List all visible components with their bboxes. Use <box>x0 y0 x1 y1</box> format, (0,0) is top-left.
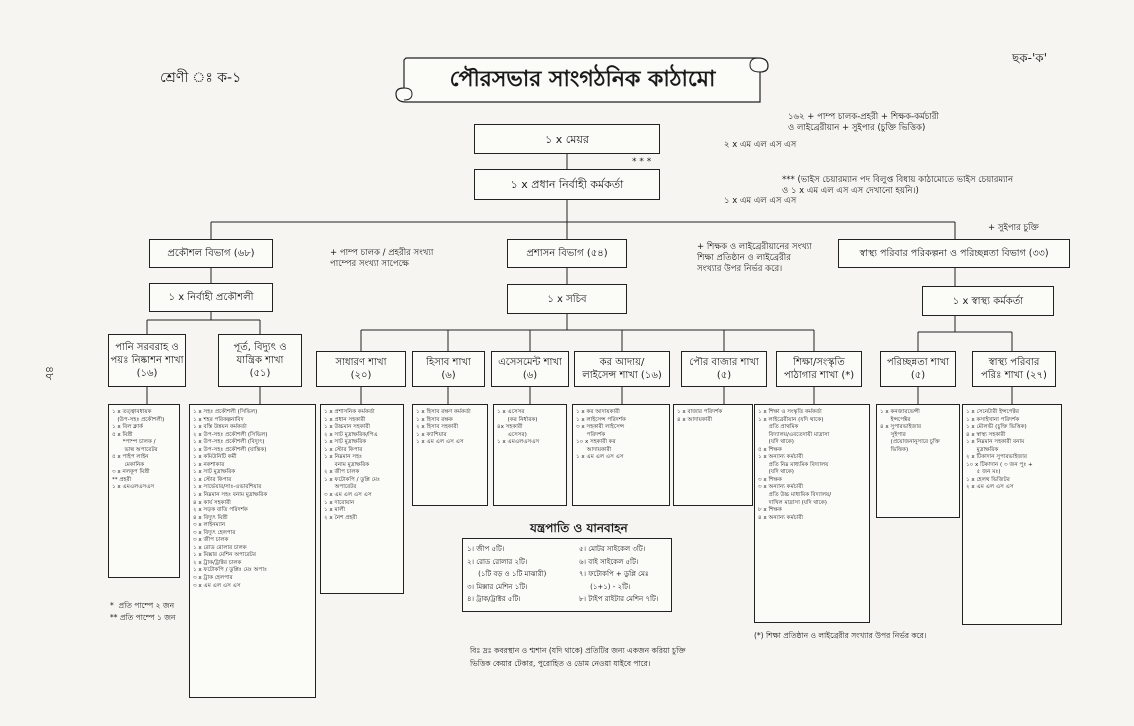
footnote-pump: * প্রতি পাম্পে ২ জন <box>110 601 175 610</box>
vehicles-box <box>462 538 672 612</box>
note-mlss-mayor: ২ x এম এল এস এস <box>724 140 797 150</box>
list-family-health: ১ x সেনেটারী ইন্সপেক্টর ১ x কসাইখানা পরিদর্শক ১ x মৌলভী (চুক্তি ভিত্তিক) ৪ x স্বাস্থ্য সহকারী ১ x নিম্নমান সহকারী বনাম মুদ্রাক্ষরিক ২ x টিকাদান সুপারভাইজার ১০ x টিকাদান ( ৩ জন পুঃ + ৫ জন মঃ) ১ x হেলথ ভিজিটর ২ x এম এল এস এস <box>962 404 1062 625</box>
asterisks: * * * <box>632 157 652 167</box>
ceo-box: ১ x প্রধান নির্বাহী কর্মকর্তা <box>474 169 660 200</box>
note-pump: ১৬২ + পাম্প চালক-প্রহরী + শিক্ষক-কর্মচারী ও লাইব্রেরীয়ান + সুইপার (চুক্তি ভিত্তিক) <box>788 112 939 133</box>
dept-health: স্বাস্থ্য পরিবার পরিকল্পনা ও পরিচ্ছন্নতা বিভাগ (৩৩) <box>838 239 1070 268</box>
list-cleaning: ১ x কনজারভেন্সী ইন্সপেক্টর ৪ x সুপারভাইজার সুইপার (প্রয়োজনানুসারে চুক্তি ভিত্তিক) <box>876 404 960 518</box>
vehicles-left: ১। জীপ ৫টি। ২। রোড রোলার ২টি। (১টি বড় ও ১টি মাঝারী) ৩। মিক্সার মেশিন ১টি। ৪। ট্রাক/ট্রাক্টর ৫টি। <box>467 545 547 603</box>
list-general: ১ x প্রশাসনিক কর্মকর্তা ১ x প্রধান সহকারী ১ x উচ্চমান সহকারী ২ x সাট মুদ্রাক্ষরিক/পিএ ১ x সাট মুদ্রাক্ষরিক ১ x স্টোর কিপার ১ x নিম্নমান সহঃ বনাম মুদ্রাক্ষরিক ২ x জীপ চালক ১ x ফটোকপি / ডুপ্লি মেঃ অপারেটর ৩ x এম এল এস এস ১ x দারোয়ান ১ x মালী ২ x নৈশ প্রহরী <box>320 404 404 594</box>
branch-family-health: স্বাস্থ্য পরিবার পরিঃ শাখা (২৭) <box>972 351 1056 387</box>
list-tax: ১ x কর আদায়কারী ১ x লাইসেন্স পরিদর্শক ৩ x সহকারী লাইসেন্স পরিদর্শক ১০ x সহকারী কর আদায়কারী ১ x এম এল এস এস <box>572 404 670 506</box>
mayor-box: ১ x মেয়র <box>474 124 660 154</box>
branch-accounts: হিসাব শাখা (৬) <box>412 351 485 387</box>
head-admin: ১ x সচিব <box>507 284 627 314</box>
branch-works: পূর্ত, বিদ্যুৎ ও যান্ত্রিক শাখা (৫১) <box>218 334 302 387</box>
list-market: ১ x বাজার পরিদর্শক ৪ x আদায়কারী <box>673 404 753 506</box>
branch-water: পানি সরবরাহ ও পয়ঃ নিষ্কাশন শাখা (১৬) <box>108 334 186 387</box>
branch-assessment: এসেসমেন্ট শাখা (৬) <box>491 351 569 387</box>
class-label: শ্রেণী ঃ ক-১ <box>160 70 242 86</box>
vehicles-title: যন্ত্রপাতি ও যানবাহন <box>530 521 628 535</box>
dept-engineering: প্রকৌশল বিভাগ (৬৮) <box>149 239 273 268</box>
head-health: ১ x স্বাস্থ্য কর্মকর্তা <box>922 286 1054 316</box>
list-works: ১ x সহঃ প্রকৌশলী (সিভিল) ১ x শহর পরিকল্পনাবিদ ১ x বস্তি উন্নয়ন কর্মকর্তা ২ x উপ-সহঃ প্রকৌশলী (সিভিল) ১ x উপ-সহঃ প্রকৌশলী (বিদ্যুৎ) ১ x উপ-সহঃ প্রকৌশলী (যান্ত্রিক) ১ x কমিউনিটি কর্মী ১ x নকশাকার ১ x সাট মুদ্রাক্ষরিক ১ x স্টোর কিপার ১ x সার্ভেয়ার/সাঃ-ওভারশিয়ার ১ x নিম্নমান সহঃ বনাম মুদ্রাক্ষরিক ৪ x কার্য সহকারী ২ x সড়ক বাতি পরিদর্শক ৪ x বিদ্যুৎ মিস্ত্রী ৩ x লাইনম্যান ৩ x বিদ্যুৎ হেলপার ৩ x জীপ চালক ১ x রোড রোলার চালক ১ x মিক্সার মেশিন অপারেটর ২ x ট্রাক/ট্রাক্টর চালক ১ x ফটোকপি / ডুপ্লিঃ মেঃ অপাঃ ৩ x ট্রাক হেলপার ৩ x এম এল এস এস <box>189 404 316 698</box>
note-mlss-ceo: ১ x এম এল এস এস <box>724 196 797 206</box>
branch-cleaning: পরিচ্ছন্নতা শাখা (৫) <box>880 351 956 387</box>
vehicles-right: ৫। মোটর সাইকেল ৩টি। ৬। বাই সাইকেল ৫টি। ৭। ফটোকপি + ডুপ্লি মেঃ (১+১) - ২টি। ৮। টাইপ রাইটার মেশিন ৭টি। <box>579 545 659 603</box>
dept-admin: প্রশাসন বিভাগ (৫৪) <box>507 239 627 268</box>
branch-general: সাধারণ শাখা (২০) <box>316 351 406 387</box>
chart-label: ছক-'ক' <box>1012 51 1047 65</box>
branch-tax: কর আদায়/ লাইসেন্স শাখা (১৬) <box>574 351 670 387</box>
page-title: পৌরসভার সাংগঠনিক কাঠামো <box>449 66 716 92</box>
list-assessment: ১ x এসেসর (কর নির্ধারক) ৪x সহকারী এসেসর) ১ x এমএলএসএস <box>493 404 567 506</box>
note-engineering: + পাম্প চালক / প্রহরীর সংখ্যা পাম্পের সংখ্যা সাপেক্ষে <box>330 248 434 269</box>
footnote-bottom: বিঃ দ্রঃ কবরস্থান ও শ্মশান (যদি থাকে) প্রতিটির জন্য একজন করিয়া চুক্তি ভিত্তিক কেয়ার টেকার, পুরোহিত ও ডোম নেওয়া যাইবে পারে। <box>470 646 686 668</box>
branch-market: পৌর বাজার শাখা (৫) <box>681 351 767 387</box>
note-vice: *** (ভাইস চেয়ারম্যান পদ বিলুপ্ত বিধায় কাঠামোতে ভাইস চেয়ারম্যান ও ১ x এম এল এস এস দেখানো হয়নি।) <box>782 175 1014 196</box>
page-number: ৪৮ <box>43 366 56 381</box>
footnote-education: (*) শিক্ষা প্রতিষ্ঠান ও লাইব্রেরীর সংখ্যার উপর নির্ভর করে। <box>754 631 927 640</box>
footnote-guard: ** প্রতি পাম্পে ১ জন <box>110 613 176 622</box>
list-education: ১ x শিক্ষা ও সংস্কৃতি কর্মকর্তা ১ x লাইব্রেরীয়ান (যদি থাকে) প্রতি প্রাথমিক বিদ্যালয়/এবতেদায়ী মাদ্রাসা (যদি থাকে) ৫ x শিক্ষক ১ x অন্যান্য কর্মচারী প্রতি নিম্ন মাধ্যমিক বিদ্যালয় (যদি থাকে) ৩ x শিক্ষক ৩ x অন্যান্য কর্মচারী প্রতি উচ্চ মাধ্যমিক বিদ্যালয়/ দাখিল মাদ্রাসা (যদি থাকে) ৮ x শিক্ষক ৪ x অন্যান্য কর্মচারী <box>754 404 870 623</box>
note-admin: + শিক্ষক ও লাইব্রেরীয়ানের সংখ্যা শিক্ষা প্রতিষ্ঠান ও লাইব্রেরীর সংখ্যার উপর নির্ভর করে। <box>697 242 812 274</box>
branch-education: শিক্ষা/সংস্কৃতি পাঠাগার শাখা (*) <box>776 351 862 387</box>
head-engineering: ১ x নির্বাহী প্রকৌশলী <box>149 283 273 312</box>
list-water: ১ x তত্ত্বাবধায়ক (উপ-সহঃ প্রকৌশলী) ১ x বিল ক্লার্ক ৫ x মিস্ত্রী *পাম্প চালক / ভাল্ব অপারেটর ৫ x পাইপ লাইন মেকানিক ৩ x নলকূপ মিস্ত্রী ** প্রহরী ১ x এমএলএসএস <box>108 404 180 578</box>
note-health: + সুইপার চুক্তি <box>988 223 1039 233</box>
list-accounts: ১ x হিসাব রক্ষণ কর্মকর্তা ১ x হিসাব রক্ষক ২ x হিসাব সহকারী ১ x ক্যাশিয়ার ১ x এম এল এস এস <box>412 404 488 506</box>
